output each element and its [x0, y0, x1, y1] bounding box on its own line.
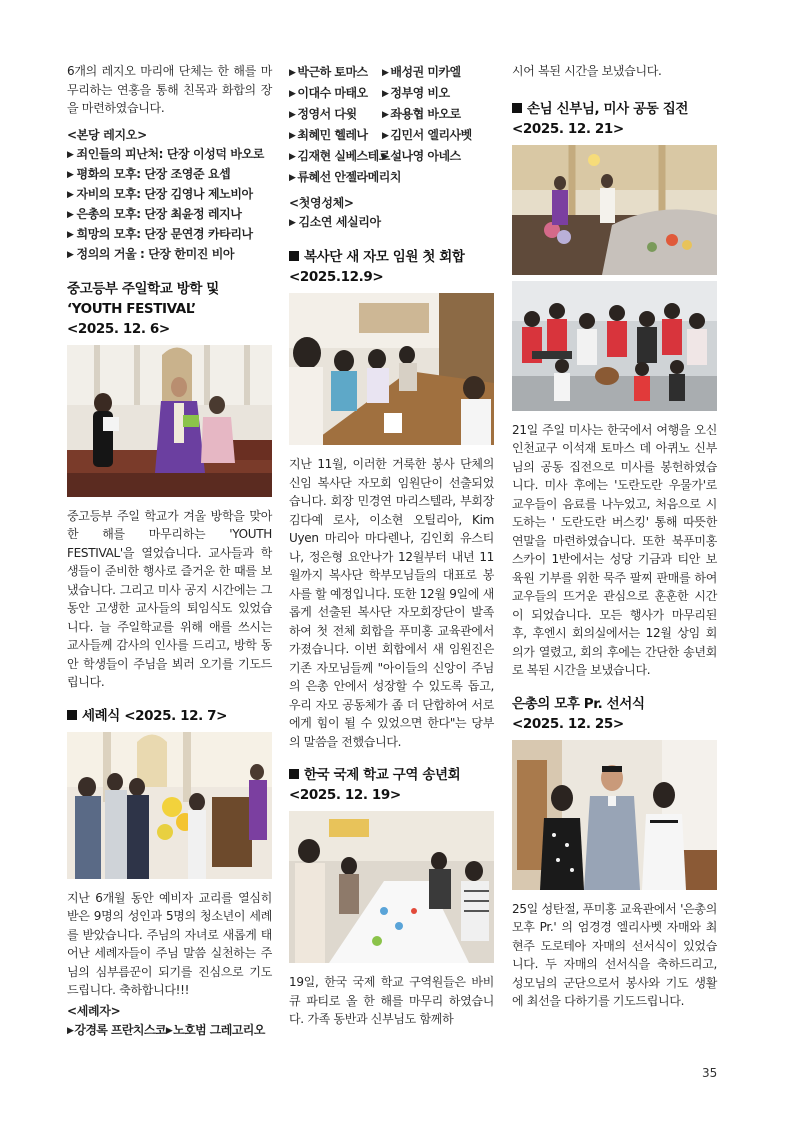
- square-bullet-icon: [289, 251, 299, 261]
- service-meeting-title: 복사단 새 자모 임원 첫 회합: [304, 249, 465, 265]
- grace-oath-heading: [512, 694, 717, 734]
- list-item: ▶ 김민서 엘리사벳: [382, 125, 494, 146]
- list-item: ▶ 배성권 미카엘: [382, 62, 494, 83]
- list-item: ▶ 강경록 프란치스코: [67, 1021, 166, 1041]
- list-item: ▶ 죄인들의 피난처: 단장 이성덕 바오로: [67, 145, 272, 165]
- service-meeting-text: 지난 11월, 이러한 거룩한 봉사 단체의 신임 복사단 자모회 임원단이 선출되었습니다. 회장 민경연 마리스텔라, 부회장 김다예 로사, 이소현 오틸리아, Kim Uyen 마리아 마다렌나, 김인회 유스티나, 정은형 요안나가 12월부터 내년 11월까지 복사단 학부모님들의 대표로 봉사를 할 예정입니다. 또한 12월 9일에 새롭게 선출된 복사단 자모회장단이 발족하여 첫 전체 회합을 푸미홍 교육관에서 가졌습니다. 이번 회합에서 새 임원진은 기존 자모님들께 "아이들의 신앙이 주님의 은총 안에서 성장할 수 있도록 돕고, 우리 자모 공동체가 좀 더 단합하여 서로에게 힘이 될 수 있었으면 한다"는 당부의 말씀을 전했습니다.: [289, 457, 494, 749]
- school-party-date: <2025. 12. 19>: [289, 787, 401, 803]
- youth-festival-photo: [67, 345, 272, 497]
- list-item: ▶ 설나영 아네스: [382, 146, 494, 167]
- baptism-heading: [67, 706, 272, 726]
- legio-list: [67, 145, 272, 265]
- list-item: ▶ 자비의 모후: 단장 김영나 제노비아: [67, 185, 272, 205]
- square-bullet-icon: [289, 769, 299, 779]
- guest-priest-heading: [512, 99, 717, 139]
- school-party-photo: [289, 811, 494, 963]
- school-party-text-continued: 시어 복된 시간을 보냈습니다.: [512, 64, 662, 78]
- square-bullet-icon: [512, 103, 522, 113]
- list-item: ▶ 좌용협 바오로: [382, 104, 494, 125]
- square-bullet-icon: [67, 710, 77, 720]
- legio-intro-text: 6개의 레지오 마리애 단체는 한 해를 마무리하는 연홍을 통해 친목과 화합의 장을 마련하였습니다.: [67, 64, 272, 115]
- page-number: 35: [702, 1066, 718, 1080]
- baptized-list: [67, 1021, 272, 1041]
- baptism-title: 세례식 <2025. 12. 7>: [82, 707, 228, 724]
- baptized-heading: <세례자>: [67, 1003, 121, 1018]
- baptism-photo: [67, 732, 272, 879]
- list-item: ▶ 최혜민 헬레나: [289, 125, 382, 146]
- list-item: ▶ 이대수 마태오: [289, 83, 382, 104]
- communion-list: [289, 213, 494, 233]
- guest-priest-text: 21일 주일 미사는 한국에서 여행을 오신 인천교구 이석재 토마스 데 아퀴노 신부님의 공동 집전으로 미사를 봉헌하였습니다. 미사 후에는 '도란도란 우물가'로 교우들이 음료를 나누었고, 처음으로 시도하는 ' 도란도란 버스킹' 통해 따뜻한 연말을 마련하였습니다. 또한 북푸미홍 스카이 1반에서는 성당 기금과 티안 보육원 기부를 위한 묵주 팔찌 판매를 하여 교우들의 뜨거운 관심으로 훈훈한 시간이 되었습니다. 모든 행사가 마무리된 후, 후엔시 회의실에서는 12월 상임 회의가 열렸고, 회의 후에는 간단한 송년회로 복된 시간을 보냈습니다.: [512, 422, 717, 677]
- school-party-heading: [289, 765, 494, 805]
- list-item: ▶ 은총의 모후: 단장 최윤정 레지나: [67, 205, 272, 225]
- list-item: ▶ 정의의 거울 : 단장 한미진 비아: [67, 245, 272, 265]
- busking-photo: [512, 281, 717, 411]
- baptism-text: 지난 6개월 동안 예비자 교리를 열심히 받은 9명의 성인과 5명의 청소년이 세례를 받았습니다. 주님의 자녀로 새롭게 태어난 세례자들이 주님 말씀 실천하는 주님의 심부름꾼이 되기를 진심으로 기도드립니다. 축하합니다!!!: [67, 890, 272, 997]
- list-item: ▶ 정영서 다윗: [289, 104, 382, 125]
- school-party-text: 19일, 한국 국제 학교 구역원들은 바비큐 파티로 올 한 해를 마무리 하였습니다. 가족 동반과 신부님도 함께하: [289, 975, 494, 1026]
- list-item: ▶ 김재현 실베스테르: [289, 146, 382, 167]
- youth-festival-date: <2025. 12. 6>: [67, 320, 170, 337]
- column-left: [67, 62, 272, 1041]
- guest-priest-date: <2025. 12. 21>: [512, 120, 624, 137]
- youth-festival-title: 중고등부 주일학교 방학 및 ‘YOUTH FESTIVAL’: [67, 280, 219, 317]
- list-item: ▶ 희망의 모후: 단장 문연경 카타리나: [67, 225, 272, 245]
- youth-festival-text: 중고등부 주일 학교가 겨울 방학을 맞아 한 해를 마무리하는 'YOUTH FESTIVAL'을 열었습니다. 교사들과 학생들이 준비한 행사로 즐거운 한 때를 보냈습니다. 그리고 미사 공지 시간에는 그동안 고생한 교사들의 퇴임식도 있었습니다. 늘 주일학교를 위해 애를 쓰시는 교사들께 감사의 인사를 드리고, 방학 동안 학생들이 주님을 뵈러 오기를 기도드립니다.: [67, 508, 272, 689]
- service-meeting-date: <2025.12.9>: [289, 269, 384, 285]
- list-item: ▶ 평화의 모후: 단장 조영준 요셉: [67, 165, 272, 185]
- guest-priest-title: 손님 신부님, 미사 공동 집전: [527, 100, 688, 117]
- youth-festival-heading: [67, 279, 272, 339]
- grace-oath-date: <2025. 12. 25>: [512, 715, 624, 732]
- grace-oath-title: 은총의 모후 Pr. 선서식: [512, 695, 645, 712]
- school-party-title: 한국 국제 학교 구역 송년회: [304, 767, 461, 783]
- column-middle: [289, 62, 494, 1037]
- guest-mass-photo: [512, 145, 717, 275]
- grace-oath-text: 25일 성탄절, 푸미홍 교육관에서 '은총의 모후 Pr.' 의 엄경경 엘리사벳 자매와 최현주 도로테아 자매의 선서식이 있었습니다. 두 자매의 선서식을 축하드리고, 성모님의 군단으로서 봉사와 기도 생활에 최선을 다하기를 기도드립니다.: [512, 901, 717, 1008]
- legio-heading: <본당 레지오>: [67, 127, 147, 142]
- grace-oath-photo: [512, 740, 717, 890]
- list-item: ▶ 노호범 그레고리오: [166, 1021, 265, 1041]
- list-item: ▶ 류혜선 안젤라메리치: [289, 167, 494, 188]
- service-meeting-heading: [289, 247, 494, 287]
- list-item: ▶ 정부영 비오: [382, 83, 494, 104]
- list-item: ▶ 박근하 토마스: [289, 62, 382, 83]
- column-right: [512, 62, 717, 1019]
- service-meeting-photo: [289, 293, 494, 445]
- list-item: ▶ 김소연 세실리아: [289, 213, 494, 233]
- baptized-list-continued: [289, 62, 494, 188]
- communion-heading: <첫영성체>: [289, 196, 354, 210]
